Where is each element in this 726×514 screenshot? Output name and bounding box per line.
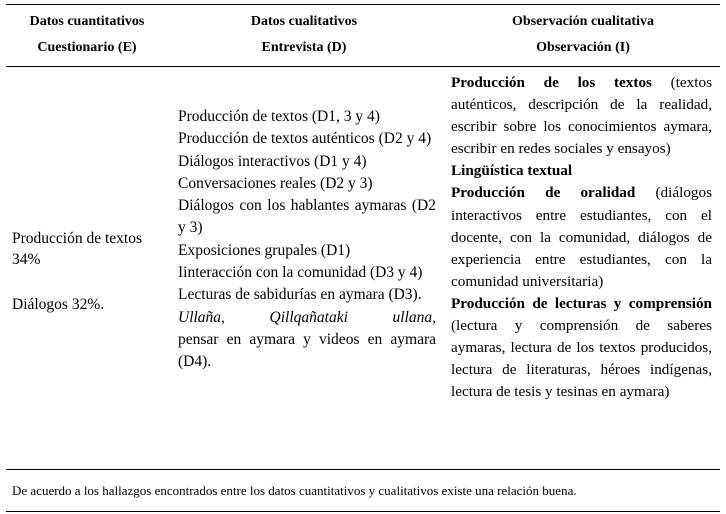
header-observation-line1: Observación cualitativa (512, 14, 654, 29)
observation-detail: (diálogos interactivos entre estudiantes, con el docente, con la comunidad, diálogos de experiencia entre estudiantes, con la comunidad universitaria) (451, 184, 713, 290)
body-bottom-rule (6, 469, 720, 470)
header-qualitative-line2: Entrevista (D) (261, 40, 347, 55)
table-bottom-rule (6, 511, 720, 512)
qualitative-item-aymara-terms: Ullaña, Qillqañataki ullana, (178, 308, 436, 326)
table-footnote: De acuerdo a los hallazgos encontrados entre los datos cuantitativos y cualitativos existe una relación buena. (12, 483, 577, 498)
header-qualitative-line1: Datos cualitativos (250, 14, 358, 29)
quantitative-item-dialogues: Diálogos 32%. (12, 296, 105, 313)
qualitative-item: Conversaciones reales (D2 y 3) (178, 174, 373, 192)
header-observation-line2: Observación (I) (536, 40, 630, 55)
header-observation (446, 4, 720, 66)
qualitative-item: Iinteracción con la comunidad (D3 y 4) (178, 264, 423, 282)
observation-title: Producción de los textos (451, 74, 652, 91)
header-bottom-rule (6, 66, 720, 67)
observation-detail: (textos auténticos, descripción de la realidad, escribir sobre los conocimientos aymara, escribir en redes sociales y ensayos) (451, 74, 712, 158)
quantitative-item-text-production: Producción de textos 34% (12, 230, 143, 268)
qualitative-item: pensar en aymara y videos en aymara (D4). (178, 330, 436, 371)
observation-detail: (lectura y comprensión de saberes aymaras, lectura de los textos producidos, lectura de literaturas, héroes indígenas, lectura de tesis y tesinas en aymara) (451, 317, 712, 401)
observation-title-linguistics: Lingüística textual (451, 162, 573, 180)
observation-title: Producción de lecturas y comprensión (451, 294, 712, 312)
qualitative-item: Producción de textos (D1, 3 y 4) (178, 108, 380, 125)
qualitative-item: Diálogos interactivos (D1 y 4) (178, 152, 367, 170)
header-quantitative (6, 4, 168, 66)
qualitative-list (178, 106, 436, 374)
observation-orality (451, 182, 712, 292)
observation-text-production (451, 72, 712, 160)
header-quantitative-line2: Cuestionario (E) (37, 40, 137, 55)
header-quantitative-line1: Datos cuantitativos (29, 14, 145, 29)
observation-title: Producción de oralidad (451, 184, 636, 202)
qualitative-item: Lecturas de sabidurías en aymara (D3). (178, 286, 422, 304)
observation-reading (451, 293, 712, 403)
qualitative-item: Exposiciones grupales (D1) (178, 241, 351, 259)
qualitative-item: Producción de textos auténticos (D2 y 4) (178, 130, 432, 148)
observation-column (451, 72, 712, 403)
header-qualitative (168, 4, 440, 66)
qualitative-item: Diálogos con los hablantes aymaras (D2 y 3) (178, 197, 436, 237)
